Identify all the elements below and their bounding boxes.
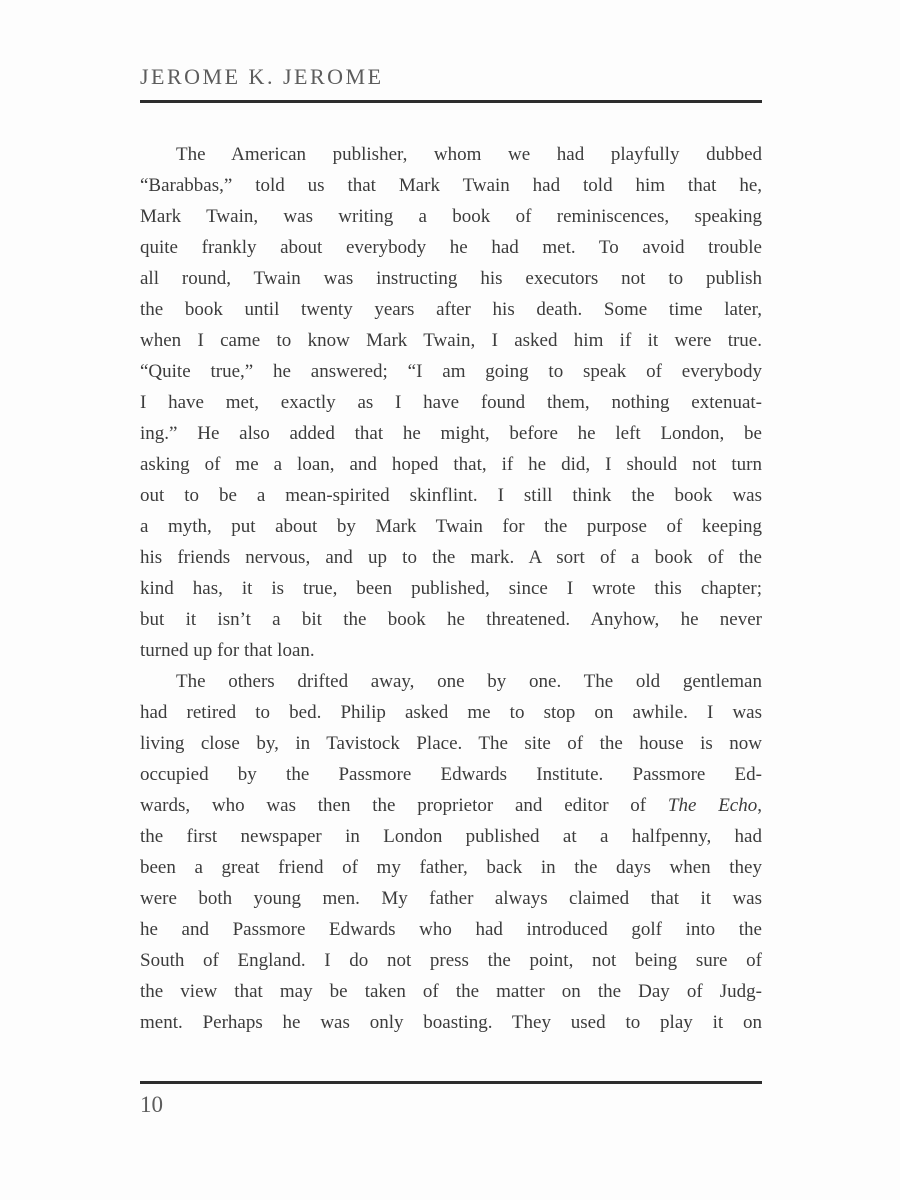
text-line: a myth, put about by Mark Twain for the purpose of keeping bbox=[140, 516, 762, 537]
text-line: living close by, in Tavistock Place. The site of the house is now bbox=[140, 733, 762, 754]
text-line: when I came to know Mark Twain, I asked him if it were true. bbox=[140, 330, 762, 351]
text-line: out to be a mean-spirited skinflint. I still think the book was bbox=[140, 485, 762, 506]
text-line: South of England. I do not press the point, not being sure of bbox=[140, 950, 762, 971]
text-line: were both young men. My father always claimed that it was bbox=[140, 888, 762, 909]
text-line: been a great friend of my father, back in the days when they bbox=[140, 857, 762, 878]
text-line: but it isn’t a bit the book he threatened. Anyhow, he never bbox=[140, 609, 762, 630]
text-line: kind has, it is true, been published, since I wrote this chapter; bbox=[140, 578, 762, 599]
page-number: 10 bbox=[140, 1092, 163, 1117]
text-line: had retired to bed. Philip asked me to stop on awhile. I was bbox=[140, 702, 762, 723]
text-line: The others drifted away, one by one. The old gentleman bbox=[176, 671, 762, 692]
page-body-text bbox=[140, 139, 762, 1038]
text-line: quite frankly about everybody he had met. To avoid trouble bbox=[140, 237, 762, 258]
text-line: ment. Perhaps he was only boasting. They used to play it on bbox=[140, 1012, 762, 1033]
text-line: the first newspaper in London published at a halfpenny, had bbox=[140, 826, 762, 847]
text-line: his friends nervous, and up to the mark. A sort of a book of the bbox=[140, 547, 762, 568]
text-line: ing.” He also added that he might, before he left London, be bbox=[140, 423, 762, 444]
running-header-author: JEROME K. JEROME bbox=[140, 64, 384, 89]
text-line: I have met, exactly as I have found them, nothing extenuat- bbox=[140, 392, 762, 413]
text-line: the book until twenty years after his death. Some time later, bbox=[140, 299, 762, 320]
text-line: turned up for that loan. bbox=[140, 640, 315, 661]
header-rule bbox=[140, 100, 762, 103]
text-line: the view that may be taken of the matter on the Day of Judg- bbox=[140, 981, 762, 1002]
footer-rule bbox=[140, 1081, 762, 1084]
text-line: “Barabbas,” told us that Mark Twain had told him that he, bbox=[140, 175, 762, 196]
text-line: “Quite true,” he answered; “I am going to speak of everybody bbox=[140, 361, 762, 382]
text-line: wards, who was then the proprietor and editor of The Echo, bbox=[140, 795, 762, 816]
text-line: all round, Twain was instructing his executors not to publish bbox=[140, 268, 762, 289]
text-line: he and Passmore Edwards who had introduced golf into the bbox=[140, 919, 762, 940]
text-line: asking of me a loan, and hoped that, if he did, I should not turn bbox=[140, 454, 762, 475]
text-line: Mark Twain, was writing a book of reminiscences, speaking bbox=[140, 206, 762, 227]
text-line: The American publisher, whom we had playfully dubbed bbox=[176, 144, 762, 165]
text-line: occupied by the Passmore Edwards Institute. Passmore Ed- bbox=[140, 764, 762, 785]
